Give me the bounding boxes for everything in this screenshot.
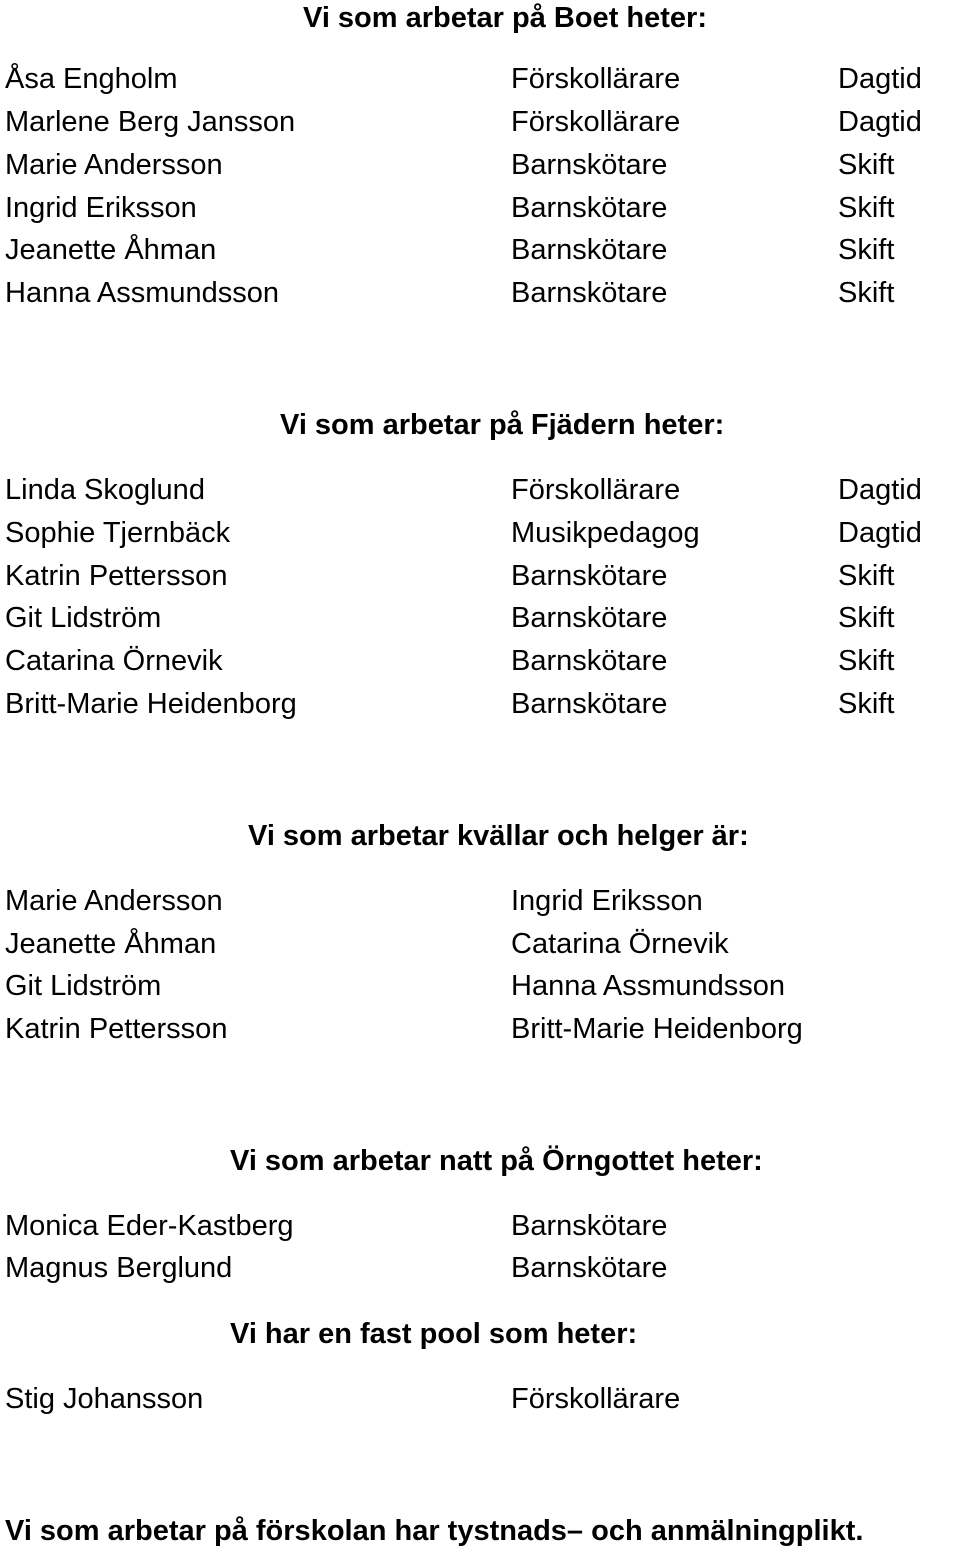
heading-pool: Vi har en fast pool som heter: bbox=[230, 1318, 638, 1350]
staff-role: Förskollärare bbox=[511, 474, 681, 506]
staff-name: Ingrid Eriksson bbox=[5, 192, 197, 224]
staff-role: Barnskötare bbox=[511, 1210, 668, 1242]
staff-schedule: Skift bbox=[838, 277, 895, 309]
list-item: Marie Andersson bbox=[5, 885, 223, 917]
staff-role: Barnskötare bbox=[511, 277, 668, 309]
staff-schedule: Dagtid bbox=[838, 63, 922, 95]
staff-role: Förskollärare bbox=[511, 1383, 681, 1415]
list-item: Catarina Örnevik bbox=[511, 928, 729, 960]
staff-role: Musikpedagog bbox=[511, 517, 700, 549]
staff-schedule: Dagtid bbox=[838, 517, 922, 549]
staff-schedule: Dagtid bbox=[838, 106, 922, 138]
staff-name: Jeanette Åhman bbox=[5, 234, 217, 266]
staff-schedule: Skift bbox=[838, 192, 895, 224]
staff-schedule: Skift bbox=[838, 234, 895, 266]
staff-schedule: Skift bbox=[838, 560, 895, 592]
staff-schedule: Skift bbox=[838, 645, 895, 677]
staff-name: Katrin Pettersson bbox=[5, 560, 228, 592]
staff-name: Monica Eder-Kastberg bbox=[5, 1210, 294, 1242]
staff-name: Sophie Tjernbäck bbox=[5, 517, 231, 549]
staff-name: Catarina Örnevik bbox=[5, 645, 223, 677]
heading-fjadern: Vi som arbetar på Fjädern heter: bbox=[280, 409, 725, 441]
staff-schedule: Dagtid bbox=[838, 474, 922, 506]
staff-role: Barnskötare bbox=[511, 192, 668, 224]
list-item: Ingrid Eriksson bbox=[511, 885, 703, 917]
staff-role: Barnskötare bbox=[511, 1252, 668, 1284]
staff-name: Marie Andersson bbox=[5, 149, 223, 181]
list-item: Git Lidström bbox=[5, 970, 162, 1002]
staff-name: Linda Skoglund bbox=[5, 474, 205, 506]
list-item: Jeanette Åhman bbox=[5, 928, 217, 960]
staff-role: Barnskötare bbox=[511, 560, 668, 592]
staff-name: Marlene Berg Jansson bbox=[5, 106, 296, 138]
staff-name: Britt-Marie Heidenborg bbox=[5, 688, 297, 720]
staff-schedule: Skift bbox=[838, 149, 895, 181]
list-item: Katrin Pettersson bbox=[5, 1013, 228, 1045]
heading-natt: Vi som arbetar natt på Örngottet heter: bbox=[230, 1145, 763, 1177]
staff-name: Stig Johansson bbox=[5, 1383, 204, 1415]
staff-role: Barnskötare bbox=[511, 688, 668, 720]
heading-kvallar: Vi som arbetar kvällar och helger är: bbox=[248, 820, 749, 852]
staff-role: Barnskötare bbox=[511, 602, 668, 634]
staff-name: Hanna Assmundsson bbox=[5, 277, 280, 309]
staff-schedule: Skift bbox=[838, 688, 895, 720]
staff-role: Förskollärare bbox=[511, 63, 681, 95]
staff-role: Förskollärare bbox=[511, 106, 681, 138]
staff-role: Barnskötare bbox=[511, 645, 668, 677]
staff-schedule: Skift bbox=[838, 602, 895, 634]
staff-name: Magnus Berglund bbox=[5, 1252, 233, 1284]
heading-boet: Vi som arbetar på Boet heter: bbox=[303, 2, 707, 34]
footer-note: Vi som arbetar på förskolan har tystnads– och anmälningplikt. bbox=[5, 1515, 864, 1547]
staff-name: Åsa Engholm bbox=[5, 63, 178, 95]
staff-role: Barnskötare bbox=[511, 149, 668, 181]
list-item: Hanna Assmundsson bbox=[511, 970, 786, 1002]
staff-name: Git Lidström bbox=[5, 602, 162, 634]
list-item: Britt-Marie Heidenborg bbox=[511, 1013, 803, 1045]
staff-role: Barnskötare bbox=[511, 234, 668, 266]
